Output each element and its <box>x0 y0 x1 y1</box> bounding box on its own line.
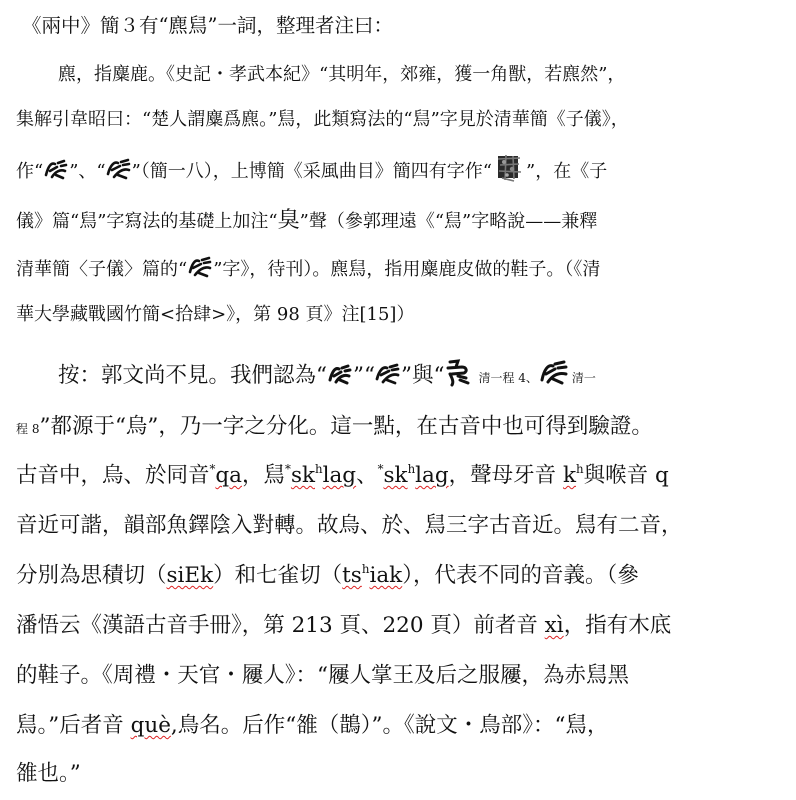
quote-line-3-text-d: ”，在《子 <box>526 161 608 182</box>
quote-line-4-text-a: 儀》篇“舃”字寫法的基礎上加注“ <box>16 211 278 232</box>
body-line-3-text-a: 古音中，烏、於同音 <box>16 463 210 488</box>
reconstruction-sk: sk <box>290 463 315 488</box>
qinghua-glyph-icon <box>444 358 478 388</box>
quote-line-5 <box>16 255 600 281</box>
body-line-2-text: ”都源于“烏”，乃一字之分化。這一點，在古音中也可得到驗證。 <box>39 414 653 439</box>
body-line-8-text-b: ,鳥名。后作“雒（鵲）”。《說文・鳥部》：“舃， <box>170 713 609 738</box>
aspiration-mark: h <box>361 562 370 577</box>
body-line-6-text-b: ，指有木底 <box>563 613 672 638</box>
body-line-6-text-a: 潘悟云《漢語古音手冊》，第 213 頁、220 頁）前者音 <box>16 613 545 638</box>
body-line-1-annotation-b: 清一 <box>571 371 596 385</box>
body-line-7: 的鞋子。《周禮・天官・屨人》：“屨人掌王及后之服屨，為赤舃黑 <box>16 663 629 688</box>
reconstruction-lag: lag <box>415 463 449 488</box>
quote-line-5-text-b: ”字》，待刊）。麃舃，指用麋鹿皮做的鞋子。（《清 <box>213 259 601 280</box>
aspiration-mark: h <box>315 462 323 477</box>
quote-line-3 <box>16 153 607 183</box>
body-line-3-text-c: 、 <box>356 463 378 488</box>
quote-line-3-text-a: 作“ <box>16 161 44 182</box>
body-line-3-text-b: ，舃 <box>242 463 286 488</box>
quote-line-3-text-b: ”、“ <box>69 161 106 182</box>
reconstruction-star: * <box>377 462 384 477</box>
body-line-1-text-a: 按：郭文尚不見。我們認為“ <box>58 363 327 388</box>
body-line-5-text-b: ）和七雀切（ <box>213 563 343 588</box>
heading: 《兩中》簡３有“麃舃”一詞，整理者注曰： <box>22 14 393 37</box>
body-line-2-annotation: 程 8 <box>16 422 40 436</box>
reconstruction-siek: siEk <box>166 563 214 588</box>
body-line-1-text-c: ”與“ <box>400 363 445 388</box>
body-line-4: 音近可諧，韻部魚鐸陰入對轉。故烏、於、舃三字古音近。舃有二音， <box>16 513 683 538</box>
body-line-6 <box>16 608 671 639</box>
reconstruction-star: * <box>285 462 291 477</box>
reconstruction-qa: qa <box>215 463 243 488</box>
ancient-char-chou: 臭 <box>277 208 300 233</box>
reconstruction-ag: lag <box>322 463 357 488</box>
body-line-1 <box>58 358 596 389</box>
reconstruction-star: * <box>209 462 216 477</box>
seal-glyph-icon <box>327 362 353 386</box>
body-line-5-text-a: 分別為思積切（ <box>16 563 167 588</box>
quote-line-1: 麃，指麋鹿。《史記・孝武本紀》“其明年，郊雍，獲一角獸，若麃然”， <box>58 64 626 85</box>
seal-glyph-icon <box>106 157 132 181</box>
body-line-3 <box>16 458 669 489</box>
ink-rubbing-glyph-icon <box>492 153 526 183</box>
quote-line-2: 集解引韋昭曰：“楚人謂麋爲麃。”舃，此類寫法的“舃”字見於清華簡《子儀》， <box>16 109 629 130</box>
reconstruction-sk: sk <box>383 463 408 488</box>
aspiration-mark: h <box>576 462 584 477</box>
body-line-1-text-b: ”“ <box>353 363 375 388</box>
quote-line-6: 華大學藏戰國竹簡<拾肆>》，第 98 頁》注[15]） <box>16 304 415 325</box>
quote-line-5-text-a: 清華簡〈子儀〉篇的“ <box>16 259 188 280</box>
body-line-9: 雒也。” <box>16 761 81 786</box>
qinghua-glyph-icon <box>538 358 572 388</box>
aspiration-mark: h <box>407 462 416 477</box>
body-line-2 <box>16 409 653 440</box>
quote-line-3-text-c: ”（簡一八），上博簡《采風曲目》簡四有字作“ <box>131 161 493 182</box>
seal-glyph-icon <box>375 362 401 386</box>
reading-que: què <box>130 713 171 738</box>
quote-line-4 <box>16 203 597 234</box>
body-line-5 <box>16 558 639 589</box>
seal-glyph-icon <box>187 255 213 279</box>
body-line-1-annotation-a: 清一程 4、 <box>478 371 538 385</box>
reconstruction-ts: ts <box>342 563 362 588</box>
reconstruction-k: k <box>562 463 577 488</box>
reading-xi: xì <box>544 613 564 638</box>
quote-line-4-text-b: ”聲（參郭理遠《“舃”字略說——兼釋 <box>299 211 598 232</box>
body-line-8-text-a: 舃。”后者音 <box>16 713 131 738</box>
body-line-8 <box>16 708 608 739</box>
body-line-3-text-d: ，聲母牙音 <box>448 463 563 488</box>
seal-glyph-icon <box>43 157 69 181</box>
body-line-5-text-c: ），代表不同的音義。（參 <box>402 563 639 588</box>
reconstruction-iak: iak <box>369 563 403 588</box>
body-line-3-text-e: 與喉音 q <box>583 463 669 488</box>
